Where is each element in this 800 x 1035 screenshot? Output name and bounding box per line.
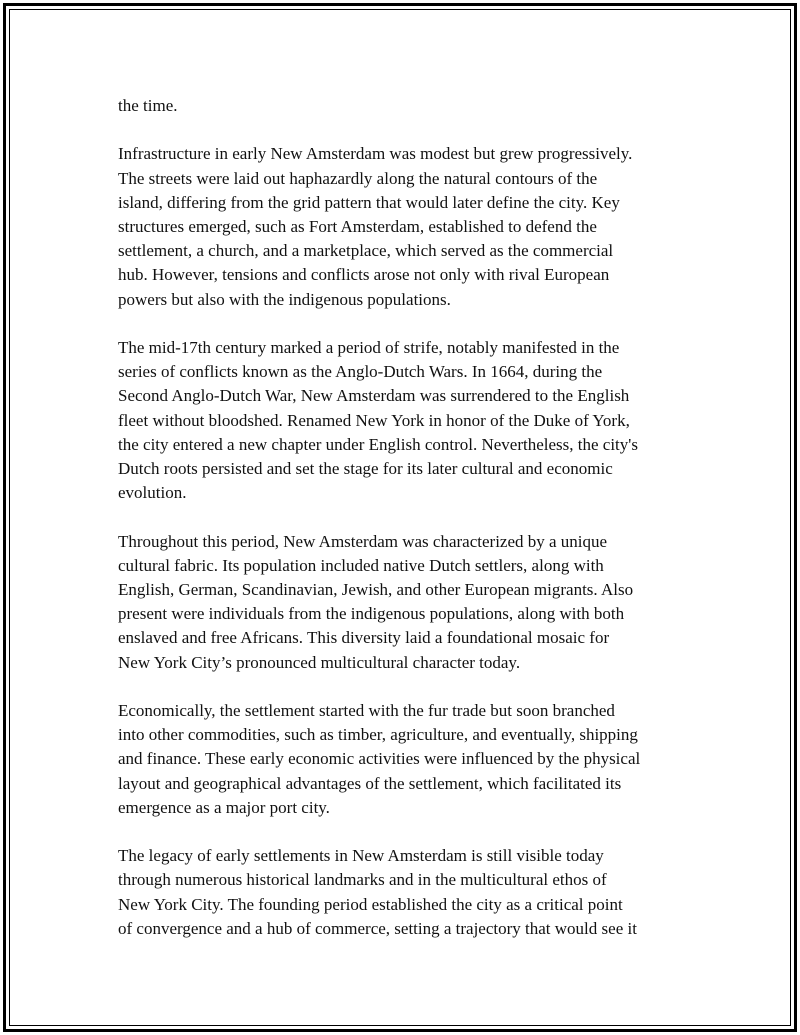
text-line: series of conflicts known as the Anglo-Dutch Wars. In 1664, during the: [118, 362, 603, 382]
text-line: island, differing from the grid pattern that would later define the city. Key: [118, 192, 620, 212]
text-line: emergence as a major port city.: [118, 797, 330, 817]
text-line: fleet without bloodshed. Renamed New York in honor of the Duke of York,: [118, 410, 630, 430]
text-line: enslaved and free Africans. This diversity laid a foundational mosaic for: [118, 628, 610, 648]
text-line: Dutch roots persisted and set the stage for its later cultural and economic: [118, 459, 613, 479]
text-line: The streets were laid out haphazardly along the natural contours of the: [118, 168, 598, 188]
text-line: evolution.: [118, 483, 187, 503]
paragraph: [118, 336, 698, 505]
paragraph: [118, 699, 698, 820]
text-line: cultural fabric. Its population included native Dutch settlers, along with: [118, 555, 604, 575]
text-line: the city entered a new chapter under English control. Nevertheless, the city's: [118, 434, 638, 454]
paragraph: [118, 94, 698, 118]
text-line: English, German, Scandinavian, Jewish, and other European migrants. Also: [118, 580, 634, 600]
text-line: Infrastructure in early New Amsterdam was modest but grew progressively.: [118, 144, 633, 164]
text-line: Second Anglo-Dutch War, New Amsterdam was surrendered to the English: [118, 386, 630, 406]
text-line: hub. However, tensions and conflicts arose not only with rival European: [118, 265, 610, 285]
text-line: New York City’s pronounced multicultural character today.: [118, 652, 521, 672]
text-line: and finance. These early economic activities were influenced by the physical: [118, 749, 641, 769]
text-line: Throughout this period, New Amsterdam was characterized by a unique: [118, 531, 608, 551]
text-line: the time.: [118, 96, 178, 115]
text-line: structures emerged, such as Fort Amsterdam, established to defend the: [118, 217, 597, 236]
text-line: present were individuals from the indigenous populations, along with both: [118, 604, 625, 624]
paragraph: [118, 844, 698, 941]
text-line: of convergence and a hub of commerce, setting a trajectory that would see it: [118, 918, 637, 938]
text-line: settlement, a church, and a marketplace, which served as the commercial: [118, 241, 614, 261]
document-body: [118, 94, 698, 965]
text-line: powers but also with the indigenous populations.: [118, 289, 451, 309]
text-line: The legacy of early settlements in New Amsterdam is still visible today: [118, 846, 604, 866]
paragraph: [118, 142, 698, 311]
text-line: layout and geographical advantages of the settlement, which facilitated its: [118, 773, 622, 793]
text-line: The mid-17th century marked a period of strife, notably manifested in the: [118, 338, 620, 357]
text-line: New York City. The founding period established the city as a critical point: [118, 894, 623, 914]
text-line: through numerous historical landmarks and in the multicultural ethos of: [118, 870, 607, 890]
text-line: into other commodities, such as timber, agriculture, and eventually, shipping: [118, 725, 638, 745]
paragraph: [118, 530, 698, 675]
text-line: Economically, the settlement started with the fur trade but soon branched: [118, 701, 615, 721]
